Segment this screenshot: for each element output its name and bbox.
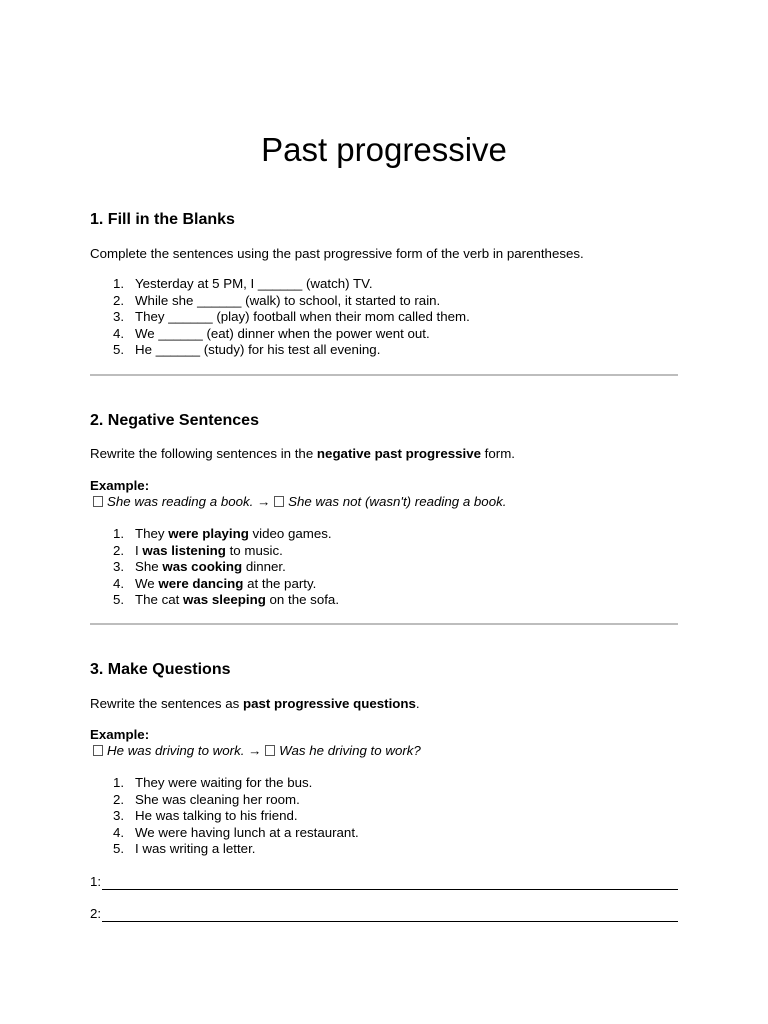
section-divider — [90, 374, 678, 376]
list-item: 2. I was listening to music. — [113, 542, 283, 558]
list-item: 3. She was cooking dinner. — [113, 559, 286, 574]
checkbox-icon — [265, 745, 275, 756]
section2-example: She was reading a book. → She was not (wasn't) reading a book. — [93, 493, 506, 510]
checkbox-icon — [274, 496, 284, 507]
list-item: 5. The cat was sleeping on the sofa. — [113, 592, 340, 607]
answer-blank[interactable] — [102, 875, 678, 890]
list-item: 4. We were dancing at the party. — [113, 575, 317, 591]
checkbox-icon — [93, 496, 103, 507]
list-item: 4. We ______ (eat) dinner when the power went out. — [113, 325, 430, 341]
page-title: Past progressive — [261, 131, 507, 168]
section1-heading: 1. Fill in the Blanks — [90, 211, 235, 228]
section1-instruction: Complete the sentences using the past progressive form of the verb in parentheses. — [90, 246, 584, 261]
section-divider — [90, 623, 678, 625]
checkbox-icon — [93, 745, 103, 756]
list-item: 1. They were playing video games. — [113, 526, 332, 541]
section3-instruction: Rewrite the sentences as past progressive questions. — [90, 696, 420, 711]
answer-blank[interactable] — [102, 907, 678, 922]
section2-example-label: Example: — [90, 478, 150, 493]
list-item: 3. They ______ (play) football when their mom called them. — [113, 309, 470, 324]
answer-line-1[interactable] — [90, 873, 678, 890]
list-item: 5. He ______ (study) for his test all evening. — [113, 342, 381, 357]
list-item: 2. She was cleaning her room. — [113, 791, 300, 807]
arrow-right-icon: → — [248, 743, 262, 758]
section2-list — [90, 526, 339, 609]
arrow-right-icon: → — [257, 494, 271, 509]
answer-line-2[interactable] — [90, 905, 678, 922]
list-item: 1. Yesterday at 5 PM, I ______ (watch) TV. — [113, 276, 373, 291]
list-item: 1. They were waiting for the bus. — [113, 775, 313, 790]
section3-list — [90, 775, 359, 858]
answer-label: 2: — [90, 906, 102, 921]
list-item: 5. I was writing a letter. — [113, 841, 256, 856]
section2-heading: 2. Negative Sentences — [90, 412, 259, 429]
answer-label: 1: — [90, 874, 102, 889]
section3-example-label: Example: — [90, 727, 150, 742]
list-item: 2. While she ______ (walk) to school, it started to rain. — [113, 292, 441, 308]
section2-instruction: Rewrite the following sentences in the negative past progressive form. — [90, 446, 515, 461]
list-item: 4. We were having lunch at a restaurant. — [113, 824, 359, 840]
section3-example: He was driving to work. → Was he driving to work? — [93, 742, 421, 759]
section1-list — [90, 276, 470, 359]
section3-heading: 3. Make Questions — [90, 661, 231, 678]
list-item: 3. He was talking to his friend. — [113, 808, 298, 823]
